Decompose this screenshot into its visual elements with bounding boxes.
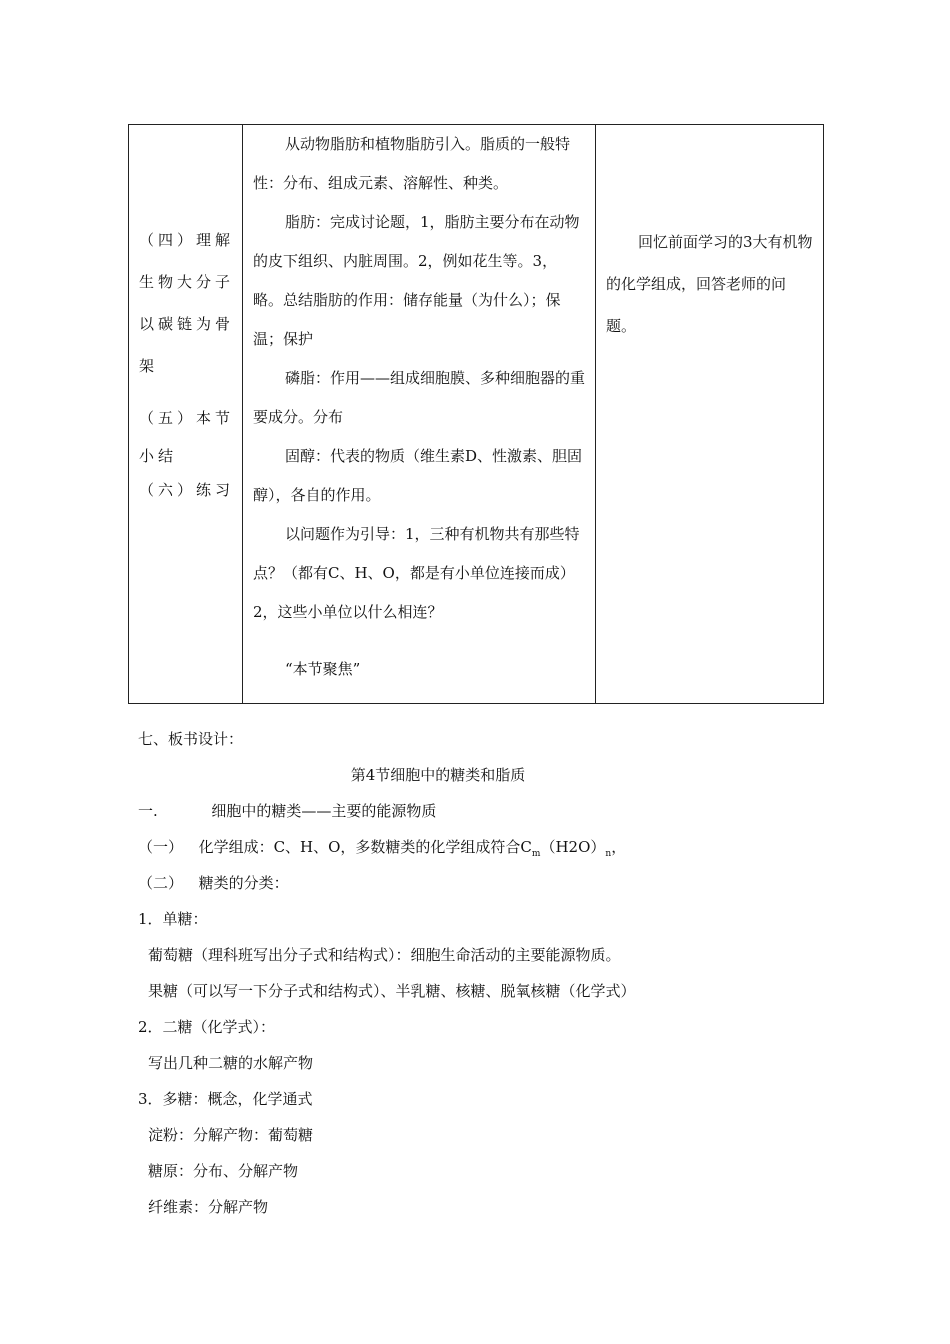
step-6-line: （六）练习 xyxy=(139,481,235,499)
disaccharide-line: 写出几种二糖的水解产物 xyxy=(148,1054,314,1072)
student-activity-cell xyxy=(596,125,824,704)
teaching-step-cell xyxy=(129,125,243,704)
section-1-number: 一. xyxy=(138,802,158,820)
subscript-n: n xyxy=(605,849,612,859)
polysaccharide-line: 淀粉：分解产物：葡萄糖 xyxy=(148,1126,314,1144)
subsection-1 xyxy=(138,836,626,859)
step-5-line: 小结 xyxy=(139,447,178,465)
table-row xyxy=(129,125,824,704)
section-1 xyxy=(138,800,436,821)
section-1-text: 细胞中的糖类——主要的能源物质 xyxy=(211,802,437,820)
focus-quote: “本节聚焦” xyxy=(285,660,361,678)
teacher-activity-cell xyxy=(243,125,596,704)
monosaccharide-line: 葡萄糖（理科班写出分子式和结构式）：细胞生命活动的主要能源物质。 xyxy=(148,946,621,964)
step-5-line: （五）本节 xyxy=(139,409,235,427)
subsection-1-formula: （H2O） xyxy=(540,838,606,856)
subsection-1-text: 化学组成：C、H、O，多数糖类的化学组成符合C xyxy=(198,838,532,856)
student-activity-text: 回忆前面学习的3大有机物的化学组成，回答老师的问题。 xyxy=(606,233,813,335)
step-4-line: 架 xyxy=(139,357,159,375)
activity-paragraph: 从动物脂肪和植物脂肪引入。脂质的一般特性：分布、组成元素、溶解性、种类。 xyxy=(253,135,571,192)
disaccharide-heading: 2．二糖（化学式）： xyxy=(138,1018,276,1036)
activity-paragraph: 磷脂：作用——组成细胞膜、多种细胞器的重要成分。分布 xyxy=(253,369,586,426)
activity-paragraph: 以问题作为引导：1，三种有机物共有那些特点？（都有C、H、O，都是有小单位连接而成）2，这些小单位以什么相连？ xyxy=(253,525,580,621)
step-4-line: （四）理解 xyxy=(139,231,235,249)
activity-paragraph: 脂肪：完成讨论题，1，脂肪主要分布在动物的皮下组织、内脏周围。2，例如花生等。3，略。总结脂肪的作用：储存能量（为什么）；保温；保护 xyxy=(253,213,580,348)
board-heading: 七、板书设计： xyxy=(138,730,244,748)
polysaccharide-line: 纤维素：分解产物 xyxy=(148,1198,269,1216)
step-4-line: 生物大分子 xyxy=(139,273,235,291)
subsection-2-number: （二） xyxy=(138,874,184,892)
activity-paragraph: 固醇：代表的物质（维生素D、性激素、胆固醇），各自的作用。 xyxy=(253,447,583,504)
subscript-m: m xyxy=(531,849,541,859)
subsection-1-end: ， xyxy=(611,838,627,856)
subsection-2-text: 糖类的分类： xyxy=(198,874,289,892)
step-4-line: 以碳链为骨 xyxy=(139,315,235,333)
board-title: 第4节细胞中的糖类和脂质 xyxy=(350,766,526,784)
subsection-1-number: （一） xyxy=(138,838,184,856)
polysaccharide-line: 糖原：分布、分解产物 xyxy=(148,1162,299,1180)
subsection-2 xyxy=(138,872,289,893)
polysaccharide-heading: 3．多糖：概念，化学通式 xyxy=(138,1090,313,1108)
monosaccharide-line: 果糖（可以写一下分子式和结构式）、半乳糖、核糖、脱氧核糖（化学式） xyxy=(148,982,636,1000)
lesson-plan-table xyxy=(128,124,824,704)
monosaccharide-heading: 1．单糖： xyxy=(138,910,208,928)
